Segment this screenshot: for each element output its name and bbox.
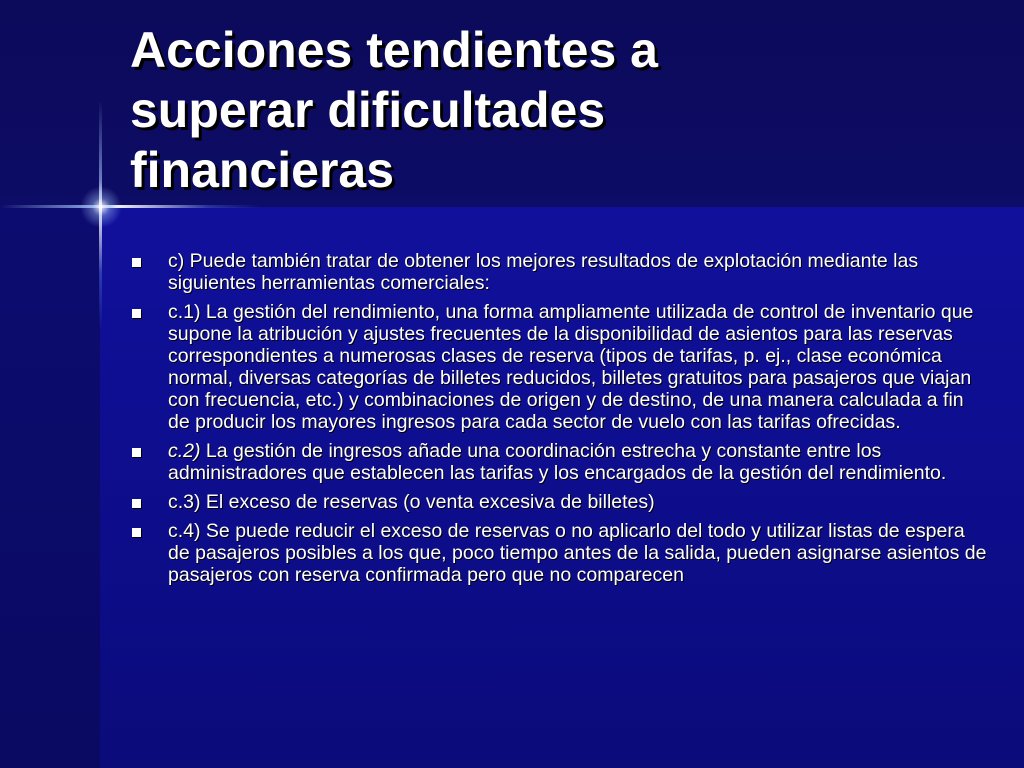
bullet-text: c.4) Se puede reducir el exceso de reservas o no aplicarlo del todo y utilizar listas de espera de pasajeros posibles a los que, poco tiempo antes de la salida, pueden asignarse asientos de pasajeros con reserva confirmada pero que no comparecen [168,520,987,586]
bullet-item-c3 [130,491,990,513]
square-bullet-icon [132,309,141,318]
bullet-text: La gestión de ingresos añade una coordinación estrecha y constante entre los administradores que establecen las tarifas y los encargados de la gestión del rendimiento. [168,440,947,484]
square-bullet-icon [132,448,141,457]
light-flare-glow [80,186,122,228]
bullet-text: c.3) El exceso de reservas (o venta excesiva de billetes) [168,491,655,513]
bullet-text: c.1) La gestión del rendimiento, una forma ampliamente utilizada de control de inventario que supone la atribución y ajustes frecuentes de la disponibilidad de asientos para las reservas correspondientes a numerosas clases de reserva (tipos de tarifas, p. ej., clase económica normal, diversas categorías de billetes reducidos, billetes gratuitos para pasajeros que viajan con frecuencia, etc.) y combinaciones de origen y de destino, de una manera calculada a fin de producir los mayores ingresos para cada sector de vuelo con las tarifas ofrecidas. [168,301,974,433]
bullet-item-c2 [130,440,990,484]
light-flare-horizontal [0,205,260,208]
bullet-item-c [130,250,990,294]
square-bullet-icon [132,499,141,508]
slide-title [130,20,990,200]
square-bullet-icon [132,528,141,537]
bullet-item-c4 [130,520,990,586]
title-line-2: superar dificultades [130,82,606,138]
title-line-3: financieras [130,142,395,198]
title-line-1: Acciones tendientes a [130,22,658,78]
bullet-list [130,250,990,593]
bullet-text: c) Puede también tratar de obtener los mejores resultados de explotación mediante las siguientes herramientas comerciales: [168,250,919,294]
square-bullet-icon [132,258,141,267]
left-margin-background [0,207,100,768]
bullet-prefix: c.2) [168,440,201,462]
bullet-item-c1 [130,301,990,433]
